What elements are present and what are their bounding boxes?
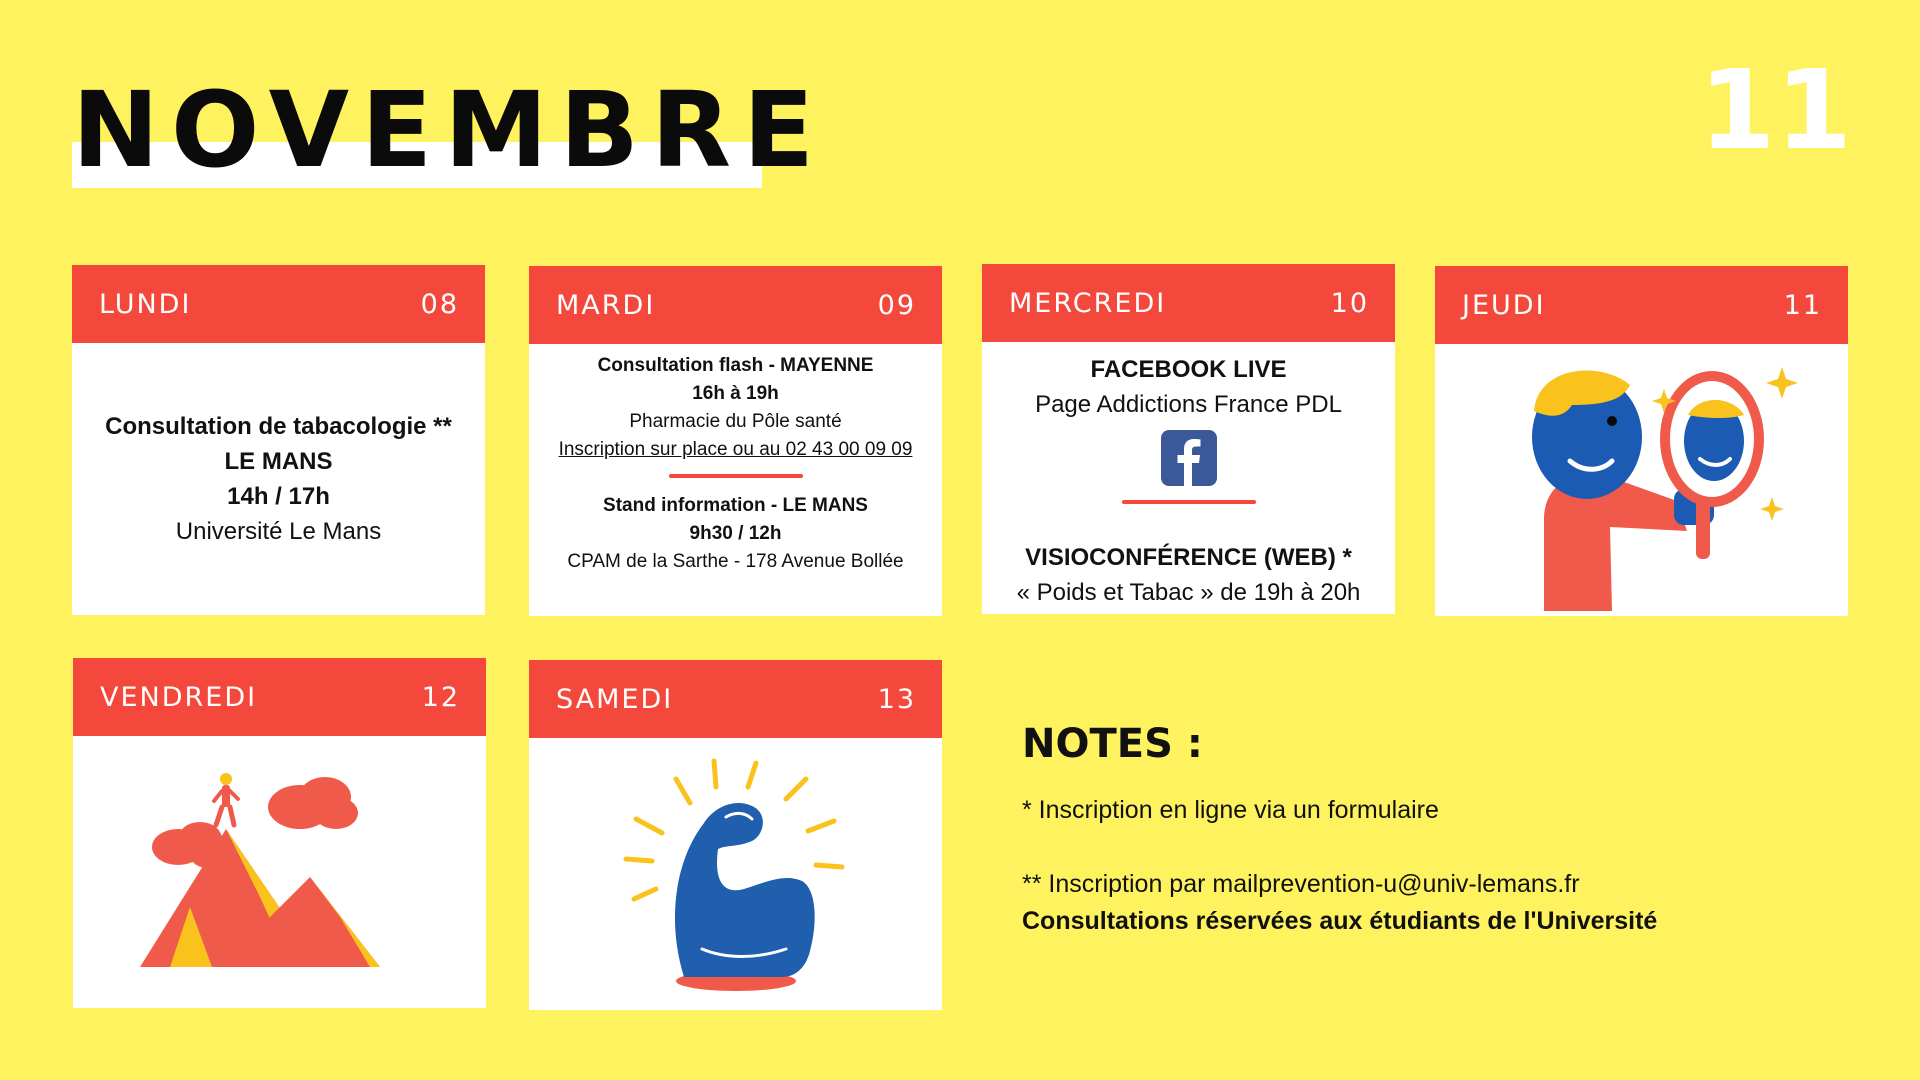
day-card-mardi xyxy=(529,266,942,616)
event-place: Université Le Mans xyxy=(175,518,382,545)
event-subtitle: « Poids et Tabac » de 19h à 20h xyxy=(1016,579,1361,606)
day-card-body xyxy=(72,343,485,615)
day-card-body xyxy=(73,736,486,1008)
day-card-header xyxy=(529,266,942,344)
event-title: FACEBOOK LIVE xyxy=(1090,356,1287,383)
day-card-header xyxy=(529,660,942,738)
event-time: 9h30 / 12h xyxy=(689,523,782,544)
day-date: 12 xyxy=(421,681,460,713)
note-online-signup: * Inscription en ligne via un formulaire xyxy=(1022,796,1439,824)
day-name: LUNDI xyxy=(99,288,192,320)
day-card-mercredi xyxy=(982,264,1395,614)
day-name: MERCREDI xyxy=(1009,287,1167,319)
day-date: 10 xyxy=(1330,287,1369,319)
person-mirror-illustration xyxy=(1452,349,1832,611)
event-time: 14h / 17h xyxy=(227,483,330,510)
separator xyxy=(1122,500,1256,504)
day-name: VENDREDI xyxy=(100,681,258,713)
title-block xyxy=(72,70,826,190)
day-card-jeudi xyxy=(1435,266,1848,616)
mountain-summit-illustration xyxy=(130,767,430,977)
event-time: 16h à 19h xyxy=(692,383,779,404)
note-mail-signup: ** Inscription par mailprevention-u@univ-lemans.fr xyxy=(1022,870,1580,898)
page-number: 11 xyxy=(1698,46,1852,174)
page-title: NOVEMBRE xyxy=(72,69,827,191)
day-name: MARDI xyxy=(556,289,656,321)
event-subtitle: Page Addictions France PDL xyxy=(1035,391,1342,418)
day-card-body xyxy=(1435,344,1848,616)
day-card-header xyxy=(73,658,486,736)
day-card-samedi xyxy=(529,660,942,1010)
event-title: Consultation de tabacologie ** xyxy=(105,413,452,440)
note-students-only: Consultations réservées aux étudiants de l'Université xyxy=(1022,907,1658,935)
event-city: LE MANS xyxy=(224,448,333,475)
day-date: 13 xyxy=(877,683,916,715)
day-card-header xyxy=(1435,266,1848,344)
day-name: JEUDI xyxy=(1462,289,1546,321)
day-card-body xyxy=(529,344,942,616)
day-card-body xyxy=(529,738,942,1010)
event-place: CPAM de la Sarthe - 178 Avenue Bollée xyxy=(567,551,904,572)
event-title: Stand information - LE MANS xyxy=(603,495,868,516)
day-card-lundi xyxy=(72,265,485,615)
day-date: 08 xyxy=(420,288,459,320)
facebook-icon[interactable] xyxy=(1161,430,1217,486)
day-card-header xyxy=(72,265,485,343)
event-place: Pharmacie du Pôle santé xyxy=(629,411,842,432)
separator xyxy=(669,474,803,478)
event-title: Consultation flash - MAYENNE xyxy=(597,355,874,376)
day-name: SAMEDI xyxy=(556,683,674,715)
event-signup-link[interactable]: Inscription sur place ou au 02 43 00 09 09 xyxy=(558,439,913,460)
day-card-body xyxy=(982,342,1395,614)
flexed-arm-illustration xyxy=(606,749,866,999)
day-date: 09 xyxy=(877,289,916,321)
day-date: 11 xyxy=(1783,289,1822,321)
notes-title: NOTES : xyxy=(1022,721,1203,767)
day-card-header xyxy=(982,264,1395,342)
notes-section xyxy=(1022,720,1657,940)
day-card-vendredi xyxy=(73,658,486,1008)
event-title: VISIOCONFÉRENCE (WEB) * xyxy=(1025,544,1352,571)
